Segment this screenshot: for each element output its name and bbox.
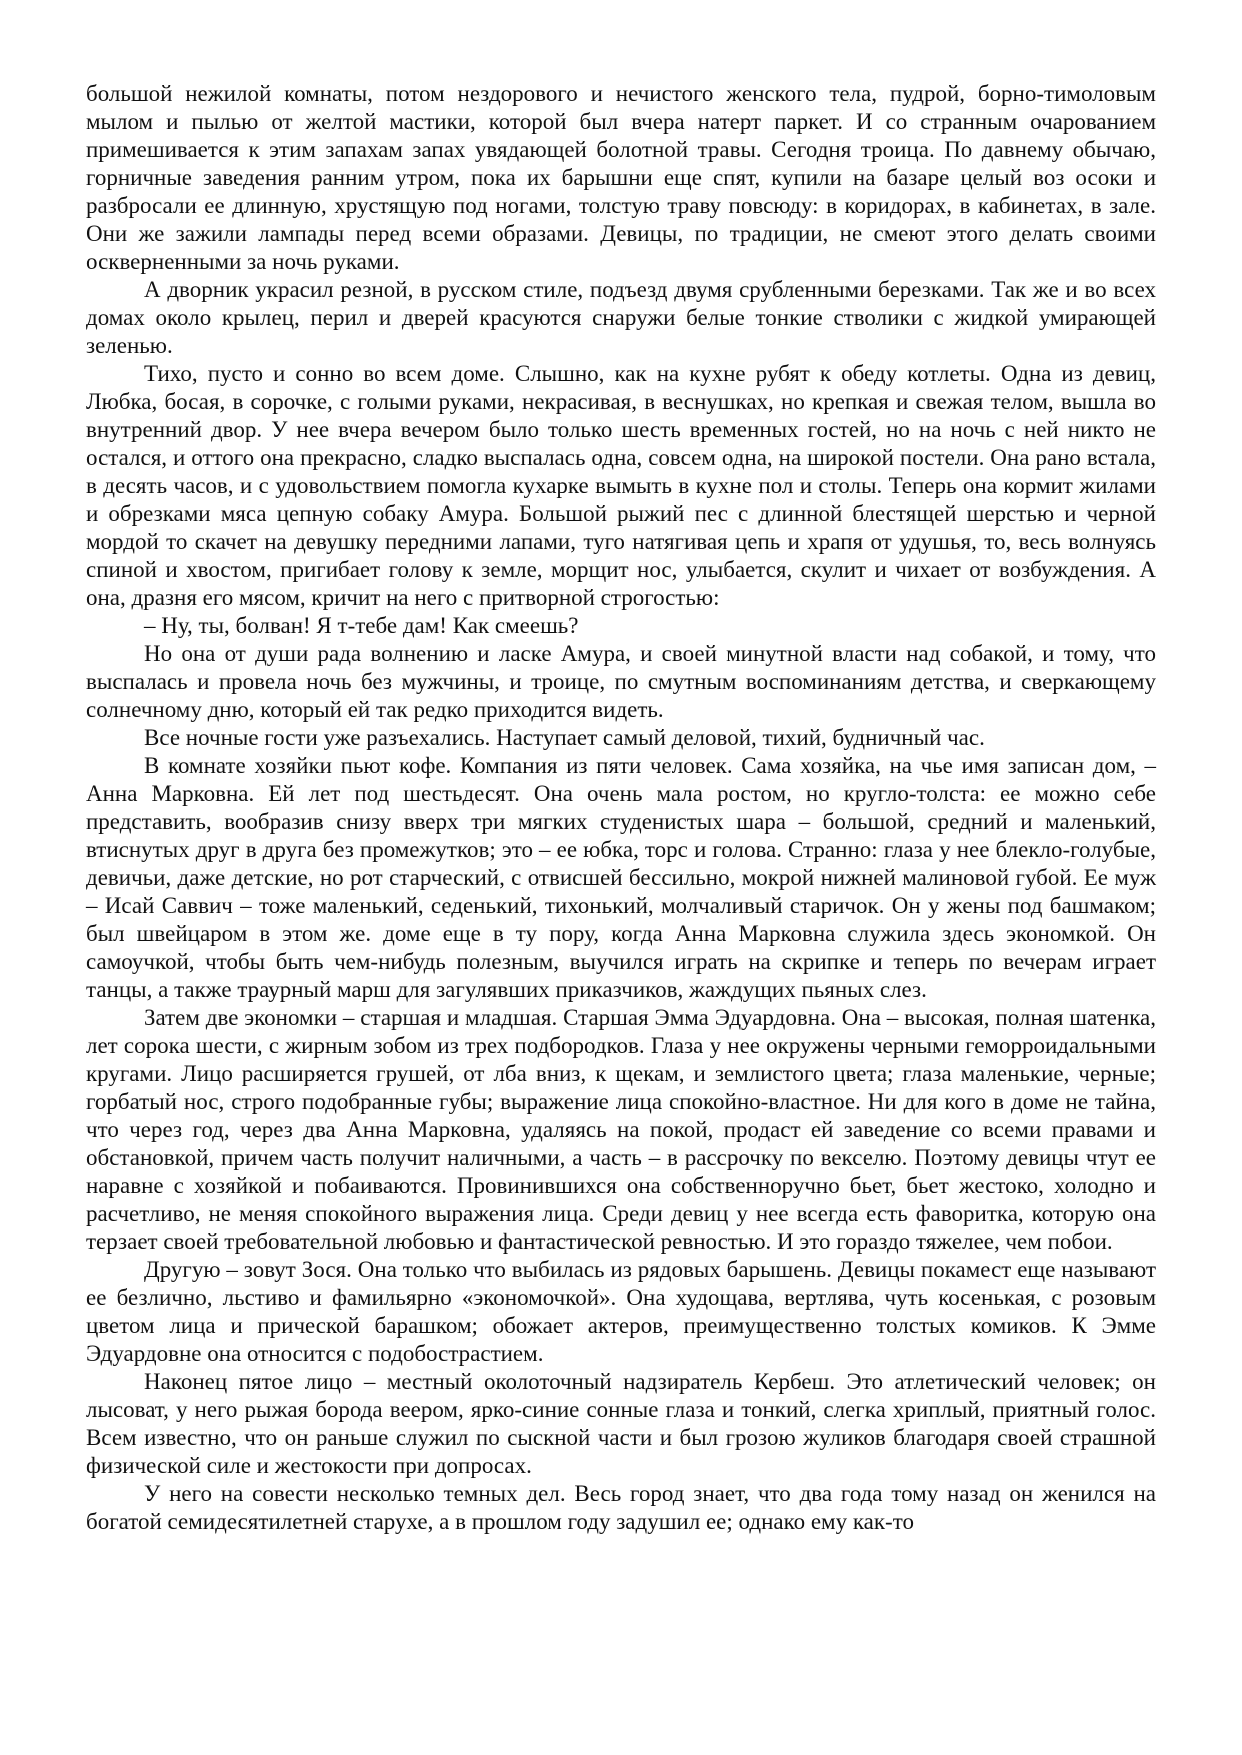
paragraph-1: большой нежилой комнаты, потом нездорового и нечистого женского тела, пудрой, борно-тимоловым мылом и пылью от желтой мастики, которой был вчера натерт паркет. И со странным очарованием примешивается к этим запахам запах увядающей болотной травы. Сегодня троица. По давнему обычаю, горничные заведения ранним утром, пока их барышни еще спят, купили на базаре целый воз осоки и разбросали ее длинную, хрустящую под ногами, толстую траву повсюду: в коридорах, в кабинетах, в зале. Они же зажили лампады перед всеми образами. Девицы, по традиции, не смеют этого делать своими оскверненными за ночь руками.: [86, 81, 1156, 274]
paragraph-6: Все ночные гости уже разъехались. Наступает самый деловой, тихий, будничный час.: [144, 725, 985, 750]
paragraph-3: Тихо, пусто и сонно во всем доме. Слышно, как на кухне рубят к обеду котлеты. Одна из девиц, Любка, босая, в сорочке, с голыми руками, некрасивая, в веснушках, но крепкая и свежая телом, вышла во внутренний двор. У нее вчера вечером было только шесть временных гостей, но на ночь с ней никто не остался, и оттого она прекрасно, сладко выспалась одна, совсем одна, на широкой постели. Она рано встала, в десять часов, и с удовольствием помогла кухарке вымыть в кухне пол и столы. Теперь она кормит жилами и обрезками мяса цепную собаку Амура. Большой рыжий пес с длинной блестящей шерстью и черной мордой то скачет на девушку передними лапами, туго натягивая цепь и храпя от удушья, то, весь волнуясь спиной и хвостом, пригибает голову к земле, морщит нос, улыбается, скулит и чихает от возбуждения. А она, дразня его мясом, кричит на него с притворной строгостью:: [86, 361, 1156, 610]
paragraph-4-dialogue: – Ну, ты, болван! Я т-тебе дам! Как смеешь?: [144, 613, 579, 638]
paragraph-2: А дворник украсил резной, в русском стиле, подъезд двумя срубленными березками. Так же и во всех домах около крылец, перил и дверей красуются снаружи белые тонкие стволики с жидкой умирающей зеленью.: [86, 277, 1156, 358]
paragraph-10: Наконец пятое лицо – местный околоточный надзиратель Кербеш. Это атлетический человек; он лысоват, у него рыжая борода веером, ярко-синие сонные глаза и тонкий, слегка хриплый, приятный голос. Всем известно, что он раньше служил по сыскной части и был грозою жуликов благодаря своей страшной физической силе и жестокости при допросах.: [86, 1369, 1156, 1478]
paragraph-9: Другую – зовут Зося. Она только что выбилась из рядовых барышень. Девицы покамест еще называют ее безлично, льстиво и фамильярно «экономочкой». Она худощава, вертлява, чуть косенькая, с розовым цветом лица и прической барашком; обожает актеров, преимущественно толстых комиков. К Эмме Эдуардовне она относится с подобострастием.: [86, 1257, 1156, 1366]
paragraph-8: Затем две экономки – старшая и младшая. Старшая Эмма Эдуардовна. Она – высокая, полная шатенка, лет сорока шести, с жирным зобом из трех подбородков. Глаза у нее окружены черными геморроидальными кругами. Лицо расширяется грушей, от лба вниз, к щекам, и землистого цвета; глаза маленькие, черные; горбатый нос, строго подобранные губы; выражение лица спокойно-властное. Ни для кого в доме не тайна, что через год, через два Анна Марковна, удаляясь на покой, продаст ей заведение со всеми правами и обстановкой, причем часть получит наличными, а часть – в рассрочку по векселю. Поэтому девицы чтут ее наравне с хозяйкой и побаиваются. Провинившихся она собственноручно бьет, бьет жестоко, холодно и расчетливо, не меняя спокойного выражения лица. Среди девиц у нее всегда есть фаворитка, которую она терзает своей требовательной любовью и фантастической ревностью. И это гораздо тяжелее, чем побои.: [86, 1005, 1156, 1254]
paragraph-11: У него на совести несколько темных дел. Весь город знает, что два года тому назад он женился на богатой семидесятилетней старухе, а в прошлом году задушил ее; однако ему как-то: [86, 1481, 1156, 1534]
paragraph-5: Но она от души рада волнению и ласке Амура, и своей минутной власти над собакой, и тому, что выспалась и провела ночь без мужчины, и троице, по смутным воспоминаниям детства, и сверкающему солнечному дню, который ей так редко приходится видеть.: [86, 641, 1156, 722]
document-page: [86, 80, 1156, 1536]
paragraph-7: В комнате хозяйки пьют кофе. Компания из пяти человек. Сама хозяйка, на чье имя записан дом, – Анна Марковна. Ей лет под шестьдесят. Она очень мала ростом, но кругло-толста: ее можно себе представить, вообразив снизу вверх три мягких студенистых шара – большой, средний и маленький, втиснутых друг в друга без промежутков; это – ее юбка, торс и голова. Странно: глаза у нее блекло-голубые, девичьи, даже детские, но рот старческий, с отвисшей бессильно, мокрой нижней малиновой губой. Ее муж – Исай Саввич – тоже маленький, седенький, тихонький, молчаливый старичок. Он у жены под башмаком; был швейцаром в этом же. доме еще в ту пору, когда Анна Марковна служила здесь экономкой. Он самоучкой, чтобы быть чем-нибудь полезным, выучился играть на скрипке и теперь по вечерам играет танцы, а также траурный марш для загулявших приказчиков, жаждущих пьяных слез.: [86, 753, 1156, 1002]
